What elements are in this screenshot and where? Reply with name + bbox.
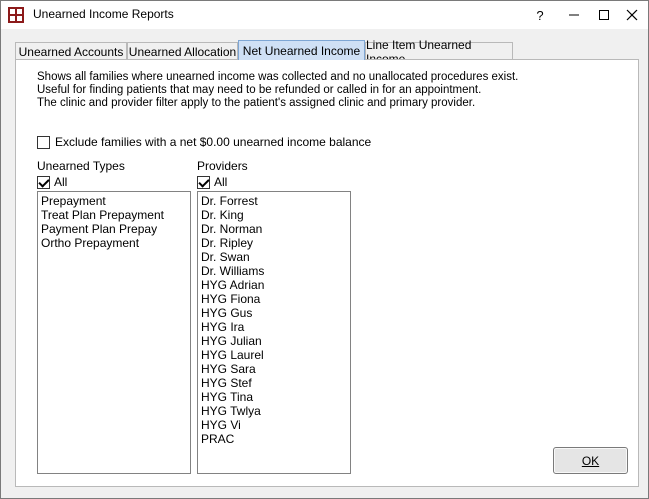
tab-net-unearned-income[interactable]: Net Unearned Income: [238, 40, 365, 60]
description-line: Shows all families where unearned income was collected and no unallocated procedures exist.: [37, 71, 519, 83]
tab-unearned-allocation[interactable]: Unearned Allocation: [127, 42, 238, 60]
list-item[interactable]: HYG Adrian: [201, 278, 265, 292]
list-item[interactable]: Prepayment: [41, 194, 106, 208]
title-bar: [1, 1, 648, 29]
report-description: [37, 71, 518, 110]
minimize-icon: [568, 9, 580, 21]
ok-button-label: OK: [581, 453, 600, 468]
exclude-zero-balance-label: Exclude families with a net $0.00 unearned income balance: [55, 135, 372, 149]
help-button[interactable]: ?: [536, 7, 544, 23]
list-item[interactable]: Dr. Norman: [201, 222, 263, 236]
unearned-types-list[interactable]: [37, 191, 191, 474]
unearned-types-all-checkbox[interactable]: [37, 176, 50, 189]
list-item[interactable]: Dr. Ripley: [201, 236, 254, 250]
app-grid-icon: [8, 7, 24, 23]
report-tabs: [15, 37, 640, 60]
window-title: Unearned Income Reports: [33, 7, 174, 21]
list-item[interactable]: HYG Julian: [201, 334, 262, 348]
ok-button[interactable]: [553, 447, 628, 474]
description-line: The clinic and provider filter apply to the patient's assigned clinic and primary provider.: [37, 97, 476, 109]
unearned-types-all-label: All: [54, 175, 68, 189]
maximize-button[interactable]: [589, 1, 619, 29]
list-item[interactable]: HYG Gus: [201, 306, 253, 320]
close-icon: [626, 9, 638, 21]
list-item[interactable]: Dr. King: [201, 208, 244, 222]
list-item[interactable]: HYG Tina: [201, 390, 254, 404]
list-item[interactable]: HYG Vi: [201, 418, 241, 432]
list-item[interactable]: HYG Fiona: [201, 292, 261, 306]
list-item[interactable]: Dr. Swan: [201, 250, 250, 264]
list-item[interactable]: HYG Sara: [201, 362, 256, 376]
minimize-button[interactable]: [559, 1, 589, 29]
list-item[interactable]: PRAC: [201, 432, 235, 446]
close-button[interactable]: [617, 1, 647, 29]
providers-list[interactable]: [197, 191, 351, 474]
list-item[interactable]: Dr. Williams: [201, 264, 265, 278]
list-item[interactable]: Treat Plan Prepayment: [41, 208, 164, 222]
list-item[interactable]: HYG Ira: [201, 320, 245, 334]
tab-unearned-accounts[interactable]: Unearned Accounts: [15, 42, 127, 60]
description-line: Useful for finding patients that may need to be refunded or called in for an appointment.: [37, 84, 482, 96]
list-item[interactable]: Payment Plan Prepay: [41, 222, 158, 236]
unearned-types-heading: Unearned Types: [37, 159, 125, 173]
net-unearned-income-panel: [15, 59, 639, 487]
list-item[interactable]: HYG Twlya: [201, 404, 261, 418]
list-item[interactable]: Ortho Prepayment: [41, 236, 140, 250]
list-item[interactable]: Dr. Forrest: [201, 194, 258, 208]
exclude-zero-balance-checkbox[interactable]: [37, 136, 50, 149]
providers-all-checkbox[interactable]: [197, 176, 210, 189]
list-item[interactable]: HYG Laurel: [201, 348, 264, 362]
maximize-icon: [598, 9, 610, 21]
tab-line-item-unearned-income[interactable]: Line Item Unearned: [365, 42, 513, 60]
list-item[interactable]: HYG Stef: [201, 376, 252, 390]
providers-heading: Providers: [197, 159, 248, 173]
providers-all-label: All: [214, 175, 228, 189]
